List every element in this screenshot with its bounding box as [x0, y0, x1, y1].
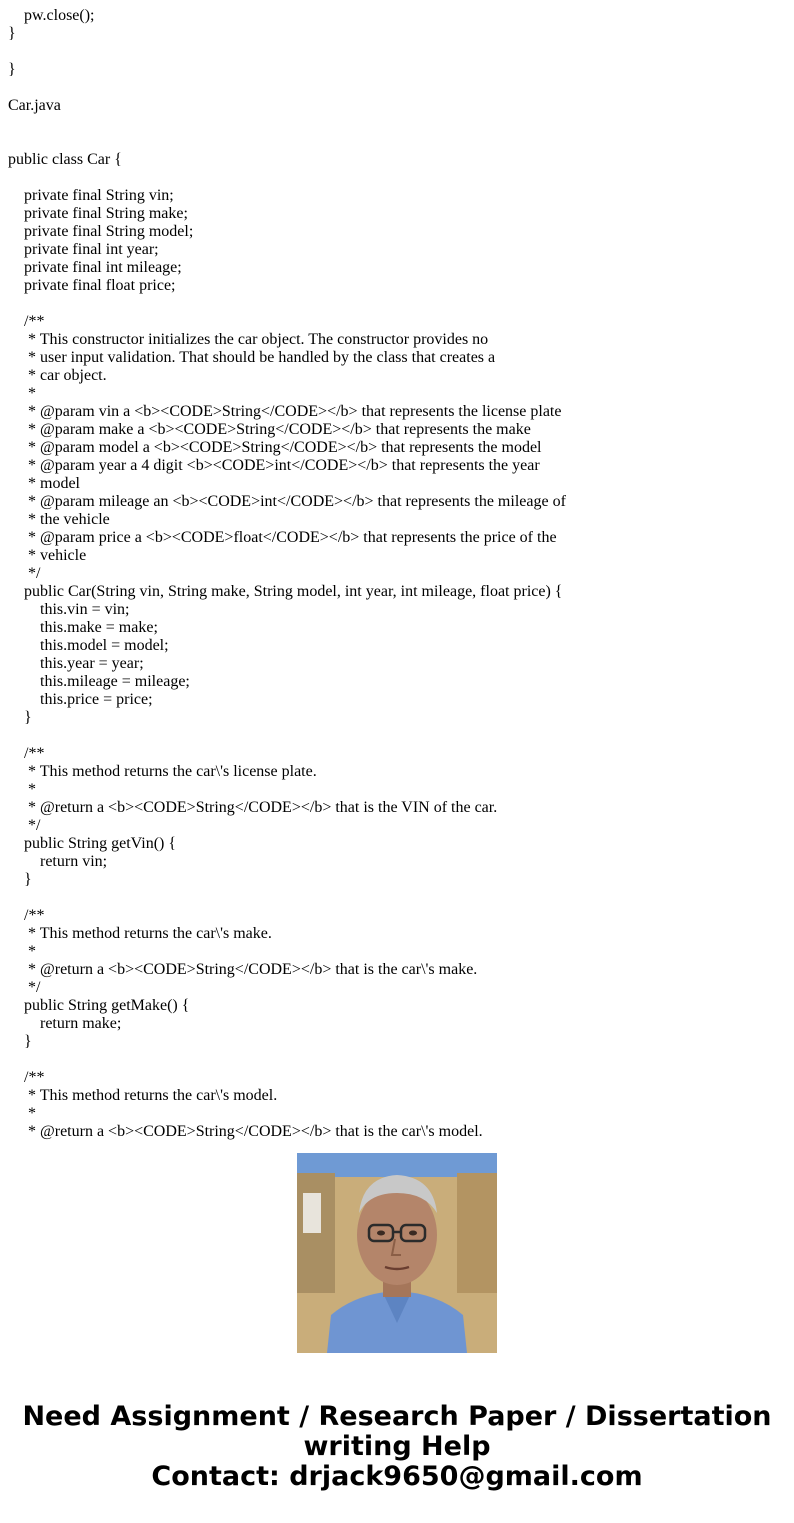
code-line: * @param year a 4 digit <b><CODE>int</CODE></b> that represents the year	[8, 457, 540, 474]
code-line: pw.close();	[8, 7, 95, 24]
code-line: * car object.	[8, 367, 107, 384]
code-line: * @return a <b><CODE>String</CODE></b> that is the VIN of the car.	[8, 799, 498, 816]
code-line: return make;	[8, 1015, 122, 1032]
avatar	[297, 1153, 497, 1353]
code-line: private final int year;	[8, 241, 159, 258]
code-line: this.vin = vin;	[8, 601, 130, 618]
promo-line-1: Need Assignment / Research Paper / Dissertation	[22, 1401, 772, 1432]
code-line	[8, 133, 788, 151]
code-line: Car.java	[8, 97, 61, 114]
code-line	[8, 115, 788, 133]
code-line: /**	[8, 745, 45, 762]
code-line: public class Car {	[8, 151, 122, 168]
code-line: * This method returns the car\'s model.	[8, 1087, 278, 1104]
code-line	[8, 889, 788, 907]
code-line: this.model = model;	[8, 637, 169, 654]
code-line: * @return a <b><CODE>String</CODE></b> that is the car\'s model.	[8, 1123, 483, 1140]
code-line: */	[8, 979, 41, 996]
code-line: }	[8, 709, 32, 726]
code-line: */	[8, 565, 41, 582]
code-line: private final float price;	[8, 277, 176, 294]
code-line: *	[8, 781, 36, 798]
code-line: * @param model a <b><CODE>String</CODE></b> that represents the model	[8, 439, 542, 456]
code-line: private final String vin;	[8, 187, 174, 204]
code-line: * This method returns the car\'s make.	[8, 925, 272, 942]
code-line: public String getMake() {	[8, 997, 190, 1014]
code-line: /**	[8, 313, 45, 330]
code-line: *	[8, 1105, 36, 1122]
code-line: * vehicle	[8, 547, 87, 564]
code-line: *	[8, 943, 36, 960]
code-line: public String getVin() {	[8, 835, 177, 852]
code-line: this.mileage = mileage;	[8, 673, 190, 690]
code-line: *	[8, 385, 36, 402]
code-line: /**	[8, 1069, 45, 1086]
code-line: * model	[8, 475, 80, 492]
promo-contact: Contact: drjack9650@gmail.com	[151, 1461, 643, 1492]
code-line: }	[8, 1033, 32, 1050]
code-line: * the vehicle	[8, 511, 110, 528]
code-line	[8, 79, 788, 97]
promo-line-2: writing Help	[303, 1431, 491, 1462]
code-line: * @param make a <b><CODE>String</CODE></b> that represents the make	[8, 421, 531, 438]
code-line: * This method returns the car\'s license plate.	[8, 763, 317, 780]
code-line: private final int mileage;	[8, 259, 182, 276]
code-line: this.price = price;	[8, 691, 153, 708]
code-line: }	[8, 61, 16, 78]
code-line: /**	[8, 907, 45, 924]
code-line: * user input validation. That should be handled by the class that creates a	[8, 349, 496, 366]
code-line	[8, 727, 788, 745]
code-line: }	[8, 25, 16, 42]
code-line: private final String model;	[8, 223, 194, 240]
code-line: * @param mileage an <b><CODE>int</CODE></b> that represents the mileage of	[8, 493, 566, 510]
code-listing	[8, 7, 788, 1140]
code-line	[8, 1051, 788, 1069]
portrait-photo	[297, 1153, 497, 1353]
code-line: public Car(String vin, String make, String model, int year, int mileage, float price) {	[8, 583, 563, 600]
code-line: }	[8, 871, 32, 888]
code-line: this.make = make;	[8, 619, 158, 636]
code-line: * This constructor initializes the car object. The constructor provides no	[8, 331, 489, 348]
code-line	[8, 169, 788, 187]
code-line: * @param vin a <b><CODE>String</CODE></b> that represents the license plate	[8, 403, 562, 420]
code-line: private final String make;	[8, 205, 188, 222]
code-line	[8, 43, 788, 61]
promo-banner	[0, 1402, 794, 1492]
code-line: * @param price a <b><CODE>float</CODE></b> that represents the price of the	[8, 529, 557, 546]
code-line: this.year = year;	[8, 655, 144, 672]
code-line: return vin;	[8, 853, 108, 870]
code-line	[8, 295, 788, 313]
code-line: * @return a <b><CODE>String</CODE></b> that is the car\'s make.	[8, 961, 478, 978]
code-line: */	[8, 817, 41, 834]
